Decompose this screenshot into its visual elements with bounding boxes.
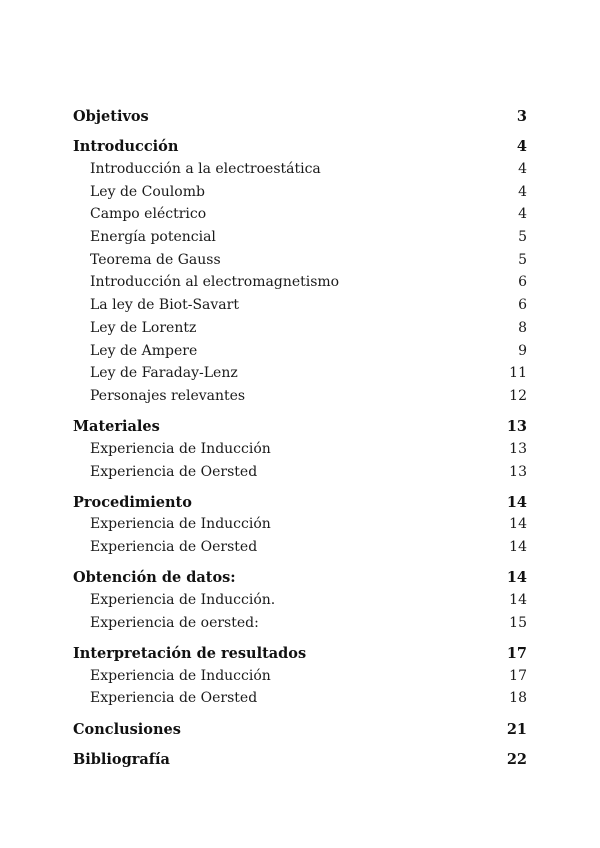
toc-section-page: 22 xyxy=(506,750,527,768)
toc-entry-title: Ley de Lorentz xyxy=(90,319,197,336)
toc-section-title: Procedimiento xyxy=(73,493,192,511)
toc-entry-title: Experiencia de Inducción. xyxy=(90,592,276,608)
toc-entry[interactable] xyxy=(73,297,527,313)
toc-section[interactable] xyxy=(73,721,527,738)
toc-entry-title: Introducción a la electroestática xyxy=(90,160,321,177)
toc-entry[interactable] xyxy=(73,615,527,631)
toc-entry-title: Experiencia de Inducción xyxy=(90,440,271,457)
toc-section[interactable] xyxy=(73,418,527,435)
toc-section-page: 21 xyxy=(506,720,527,738)
toc-entry-page: 12 xyxy=(509,387,527,404)
toc-section[interactable] xyxy=(73,645,527,662)
toc-entry-title: Experiencia de Oersted xyxy=(90,463,258,480)
toc-section-title: Interpretación de resultados xyxy=(73,644,307,662)
toc-entry-page: 6 xyxy=(518,297,527,314)
toc-entry-title: Campo eléctrico xyxy=(90,206,207,223)
toc-entry-title: Personajes relevantes xyxy=(90,387,246,404)
toc-entry[interactable] xyxy=(73,343,527,359)
toc-entry-page: 4 xyxy=(518,160,527,177)
toc-entry-title: Ley de Ampere xyxy=(90,342,198,359)
toc-entry-page: 15 xyxy=(509,614,527,631)
toc-entry[interactable] xyxy=(73,184,527,200)
toc-entry-title: Ley de Coulomb xyxy=(90,183,205,200)
toc-section[interactable] xyxy=(73,138,527,155)
toc-section-page: 14 xyxy=(506,493,527,511)
toc-entry[interactable] xyxy=(73,690,527,706)
toc-entry[interactable] xyxy=(73,161,527,177)
toc-section-title: Objetivos xyxy=(73,108,149,125)
toc-entry[interactable] xyxy=(73,229,527,245)
toc-section-title: Introducción xyxy=(73,138,179,156)
toc-section-page: 13 xyxy=(506,418,527,436)
toc-entry[interactable] xyxy=(73,516,527,532)
toc-section-page: 4 xyxy=(516,138,527,156)
toc-section[interactable] xyxy=(73,569,527,586)
toc-entry-page: 11 xyxy=(509,365,527,382)
toc-entry[interactable] xyxy=(73,365,527,381)
toc-entry-page: 6 xyxy=(518,274,527,291)
toc-section[interactable] xyxy=(73,108,527,125)
toc-entry-page: 4 xyxy=(518,206,527,223)
toc-entry[interactable] xyxy=(73,441,527,457)
toc-entry-title: Experiencia de Oersted xyxy=(90,690,258,707)
toc-entry[interactable] xyxy=(73,668,527,684)
toc-section-page: 17 xyxy=(506,644,527,662)
toc-entry-title: Experiencia de Inducción xyxy=(90,516,271,533)
toc-section[interactable] xyxy=(73,751,527,768)
toc-entry-page: 18 xyxy=(509,690,527,707)
toc-entry-page: 4 xyxy=(518,183,527,200)
toc-entry[interactable] xyxy=(73,592,527,608)
toc-entry-title: Experiencia de oersted: xyxy=(90,614,259,631)
toc-entry-page: 8 xyxy=(518,319,527,336)
toc-entry-page: 5 xyxy=(518,229,527,245)
toc-entry-title: La ley de Biot-Savart xyxy=(90,297,239,314)
toc-entry[interactable] xyxy=(73,274,527,290)
toc-entry-page: 9 xyxy=(518,342,527,359)
toc-section-title: Materiales xyxy=(73,418,160,436)
toc-entry-title: Experiencia de Oersted xyxy=(90,539,258,556)
toc-section-title: Obtención de datos: xyxy=(73,569,236,587)
toc-entry[interactable] xyxy=(73,539,527,555)
toc-section-page: 3 xyxy=(516,108,527,125)
toc-entry-page: 17 xyxy=(509,667,527,684)
toc-entry[interactable] xyxy=(73,206,527,222)
toc-entry-page: 13 xyxy=(509,440,527,457)
toc-entry-title: Energía potencial xyxy=(90,229,216,245)
toc-section[interactable] xyxy=(73,494,527,511)
toc-entry-title: Experiencia de Inducción xyxy=(90,667,271,684)
toc-entry[interactable] xyxy=(73,388,527,404)
toc-entry[interactable] xyxy=(73,464,527,480)
toc-entry-title: Introducción al electromagnetismo xyxy=(90,274,340,291)
toc-entry-page: 13 xyxy=(509,463,527,480)
toc-entry-page: 5 xyxy=(518,251,527,268)
toc-entry-page: 14 xyxy=(509,539,527,556)
toc-section-title: Bibliografía xyxy=(73,750,170,768)
toc-entry-page: 14 xyxy=(509,516,527,533)
toc-section-page: 14 xyxy=(506,569,527,587)
toc-entry-title: Teorema de Gauss xyxy=(90,251,221,268)
toc-entry[interactable] xyxy=(73,320,527,336)
toc-entry-title: Ley de Faraday-Lenz xyxy=(90,365,238,382)
toc-entry-page: 14 xyxy=(509,592,527,608)
toc-section-title: Conclusiones xyxy=(73,720,181,738)
toc-entry[interactable] xyxy=(73,252,527,268)
